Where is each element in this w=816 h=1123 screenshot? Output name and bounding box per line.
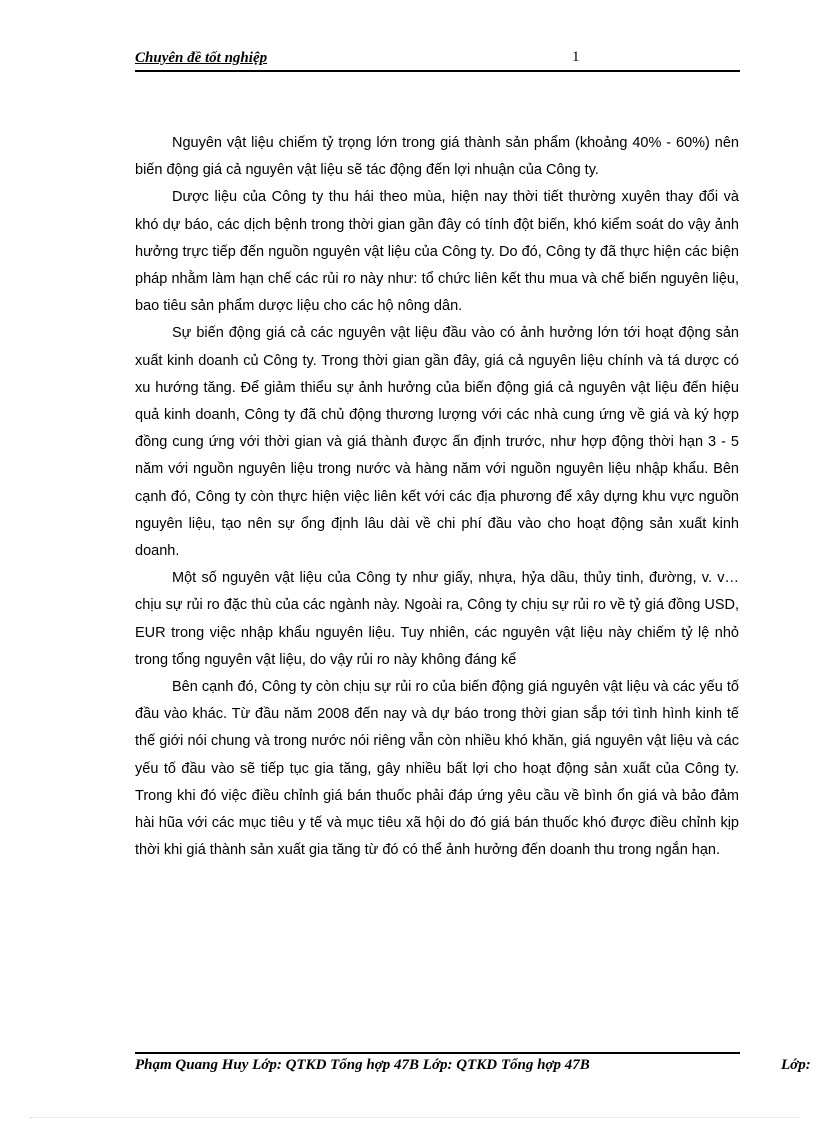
footer-author-class: Phạm Quang Huy Lớp: QTKD Tổng hợp 47B Lớp: QTKD Tổng hợp 47B	[135, 1057, 590, 1073]
document-body	[135, 130, 739, 864]
footer-class-label: Lớp:	[781, 1057, 811, 1073]
paragraph: Sự biến động giá cả các nguyên vật liệu đầu vào có ảnh hưởng lớn tới hoạt động sản xuất kinh doanh củ Công ty. Trong thời gian gần đây, giá cả nguyên liệu chính và tá dược có xu hướng tăng. Để giảm thiểu sự ảnh hưởng của biến động giá cả nguyên vật liệu đến hiệu quả kinh doanh, Công ty đã chủ động thương lượng với các nhà cung ứng về giá và ký hợp đồng cung ứng với thời gian và giá thành được ấn định trước, như hợp động thời hạn 3 - 5 năm với nguồn nguyên liệu trong nước và hàng năm với nguồn nguyên liệu nhập khẩu. Bên cạnh đó, Công ty còn thực hiện việc liên kết với các địa phương để xây dựng khu vực nguồn nguyên liệu, tạo nên sự ổng định lâu dài về chi phí đầu vào cho hoạt động sản xuất kinh doanh.	[135, 325, 739, 560]
footer-divider	[135, 1052, 740, 1054]
paragraph: Bên cạnh đó, Công ty còn chịu sự rủi ro của biến động giá nguyên vật liệu và các yếu tố đầu vào khác. Từ đầu năm 2008 đến nay và dự báo trong thời gian sắp tới tình hình kinh tế thế giới nói chung và trong nước nói riêng vẫn còn nhiều khó khăn, giá nguyên vật liệu và các yếu tố đầu vào sẽ tiếp tục gia tăng, gây nhiều bất lợi cho hoạt động sản xuất của Công ty. Trong khi đó việc điều chỉnh giá bán thuốc phải đáp ứng yêu cầu về bình ổn giá và bảo đảm hài hũa với các mục tiêu y tế và mục tiêu xã hội do đó giá bán thuốc khó được điều chỉnh kịp thời khi giá thành sản xuất gia tăng từ đó có thể ảnh hưởng đến doanh thu trong ngắn hạn.	[135, 679, 739, 859]
page-bottom-divider	[30, 1117, 800, 1118]
paragraph: Một số nguyên vật liệu của Công ty như giấy, nhựa, hỷa dầu, thủy tinh, đường, v. v… chịu sự rủi ro đặc thù của các ngành này. Ngoài ra, Công ty chịu sự rủi ro về tỷ giá đồng USD, EUR trong việc nhập khẩu nguyên liệu. Tuy nhiên, các nguyên vật liệu này chiếm tỷ lệ nhỏ trong tổng nguyên vật liệu, do vậy rủi ro này không đáng kể	[135, 570, 739, 668]
header-title: Chuyên đề tốt nghiệp	[135, 50, 268, 66]
paragraph: Dược liệu của Công ty thu hái theo mùa, hiện nay thời tiết thường xuyên thay đổi và khó dự báo, các dịch bệnh trong thời gian gần đây có tính đột biến, khó kiểm soát do vậy ảnh hưởng trực tiếp đến nguồn nguyên vật liệu của Công ty. Do đó, Công ty đã thực hiện các biện pháp nhằm làm hạn chế các rủi ro này như: tổ chức liên kết thu mua và chế biến nguyên liệu, bao tiêu sản phẩm dược liệu cho các hộ nông dân.	[135, 189, 739, 315]
page-number: 1	[572, 49, 580, 65]
paragraph: Nguyên vật liệu chiếm tỷ trọng lớn trong giá thành sản phẩm (khoảng 40% - 60%) nên biến động giá cả nguyên vật liệu sẽ tác động đến lợi nhuận của Công ty.	[135, 135, 739, 179]
page-header	[135, 46, 740, 72]
